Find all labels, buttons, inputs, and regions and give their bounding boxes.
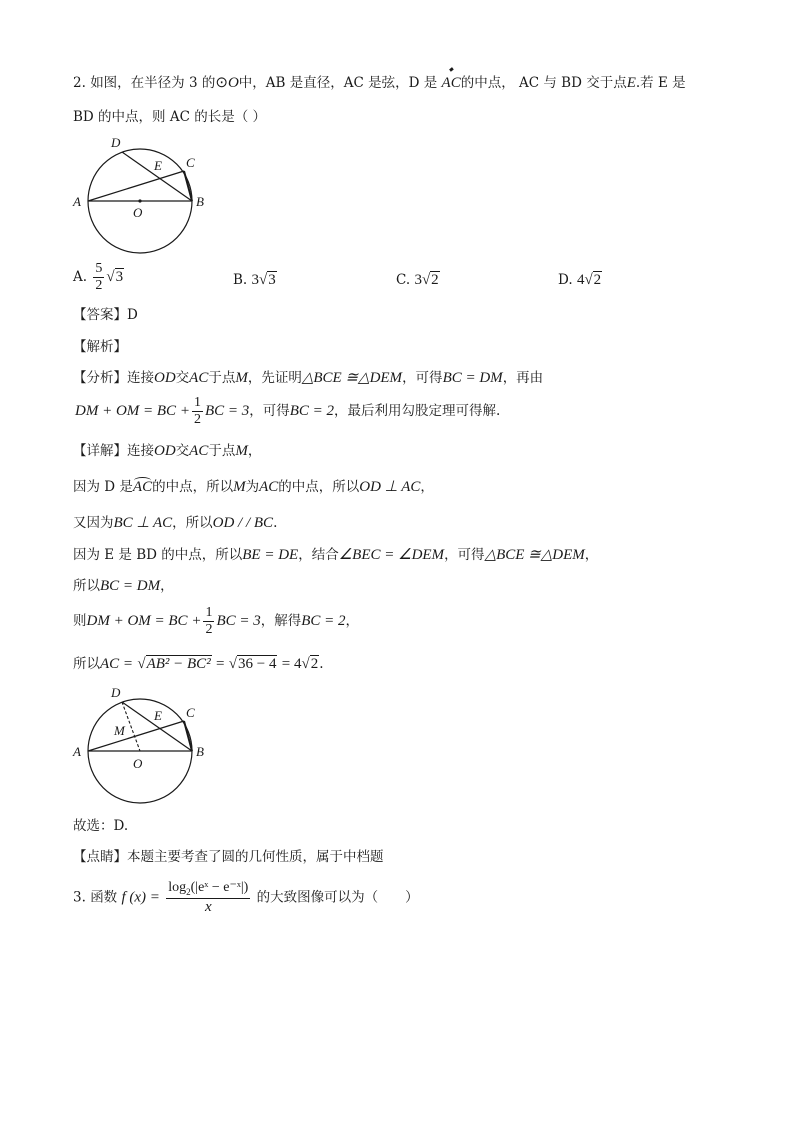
xiangjie-line4: 因为 E 是 BD 的中点，所以BE = DE，结合∠BEC = ∠DEM，可得△BCE ≅△DEM， — [73, 547, 599, 563]
fenxi-line2: DM + OM = BC + $\frac{1}{2}$ BC = 3，可得BC = 2，最后利用勾股定理可得解. — [75, 395, 501, 427]
answer-line: 【答案】D — [73, 307, 138, 323]
label-e: E — [154, 158, 162, 173]
final-choice: 故选：D. — [73, 818, 129, 834]
option-d[interactable]: D. 4√2 — [558, 272, 602, 288]
label-m-2: M — [114, 723, 125, 738]
arc-ac: ◆ AC — [442, 76, 461, 91]
xiangjie-line1: 【详解】连接OD交AC于点M， — [73, 443, 262, 459]
arc-ac-2: AC — [132, 479, 153, 495]
analysis-label: 【解析】 — [73, 339, 127, 355]
xiangjie-line5: 所以BC = DM， — [73, 578, 174, 594]
xiangjie-line2: 因为 D 是AC的中点，所以M为AC的中点，所以OD ⊥ AC， — [73, 479, 434, 495]
center-dot — [138, 199, 141, 202]
q2-figure — [70, 132, 220, 262]
label-b-2: B — [196, 744, 204, 759]
label-d-2: D — [111, 685, 121, 700]
option-a[interactable]: A. $\frac{5}{2}$ √3 — [73, 261, 124, 293]
q2-stem-line1: 2. 如图，在半径为 3 的⊙O中，AB 是直径，AC 是弦，D 是 ◆ AC的中点， AC 与 BD 交于点E.若 E 是 — [73, 76, 686, 91]
label-o: O — [133, 205, 143, 220]
q2-solution-figure — [70, 682, 220, 812]
label-e-2: E — [154, 708, 162, 723]
label-a: A — [73, 194, 81, 209]
label-c: C — [186, 155, 195, 170]
fenxi-line1: 【分析】连接OD交AC于点M，先证明△BCE ≅△DEM，可得BC = DM，再由 — [73, 370, 544, 386]
circle-symbol: ⊙ — [215, 75, 228, 91]
q3-stem: 3. 函数 f (x) = $\frac{\log_2(|eˣ - e^-ˣ|)}{x}$ 的大致图像可以为（ ） — [73, 880, 419, 915]
option-c[interactable]: C. 3√2 — [396, 272, 439, 288]
q2-stem-line2: BD 的中点，则 AC 的长是（ ） — [73, 109, 266, 125]
dianjing-line: 【点睛】本题主要考查了圆的几何性质，属于中档题 — [73, 849, 384, 865]
label-d: D — [111, 135, 121, 150]
q3-fraction: $\frac{\log_2(|eˣ - e^-ˣ|)}{x}$ — [168, 880, 249, 915]
label-a-2: A — [73, 744, 81, 759]
xiangjie-line7: 所以AC = √AB² − BC² = √36 − 4 = 4√2. — [73, 656, 324, 672]
question-number: 2. — [73, 75, 86, 91]
option-b[interactable]: B. 3√3 — [233, 272, 276, 288]
question-number-3: 3. — [73, 889, 86, 906]
xiangjie-line6: 则DM + OM = BC + $\frac{1}{2}$ BC = 3，解得BC = 2， — [73, 605, 360, 637]
xiangjie-line3: 又因为BC ⊥ AC，所以OD / / BC. — [73, 515, 278, 531]
label-b: B — [196, 194, 204, 209]
label-c-2: C — [186, 705, 195, 720]
label-o-2: O — [133, 756, 143, 771]
